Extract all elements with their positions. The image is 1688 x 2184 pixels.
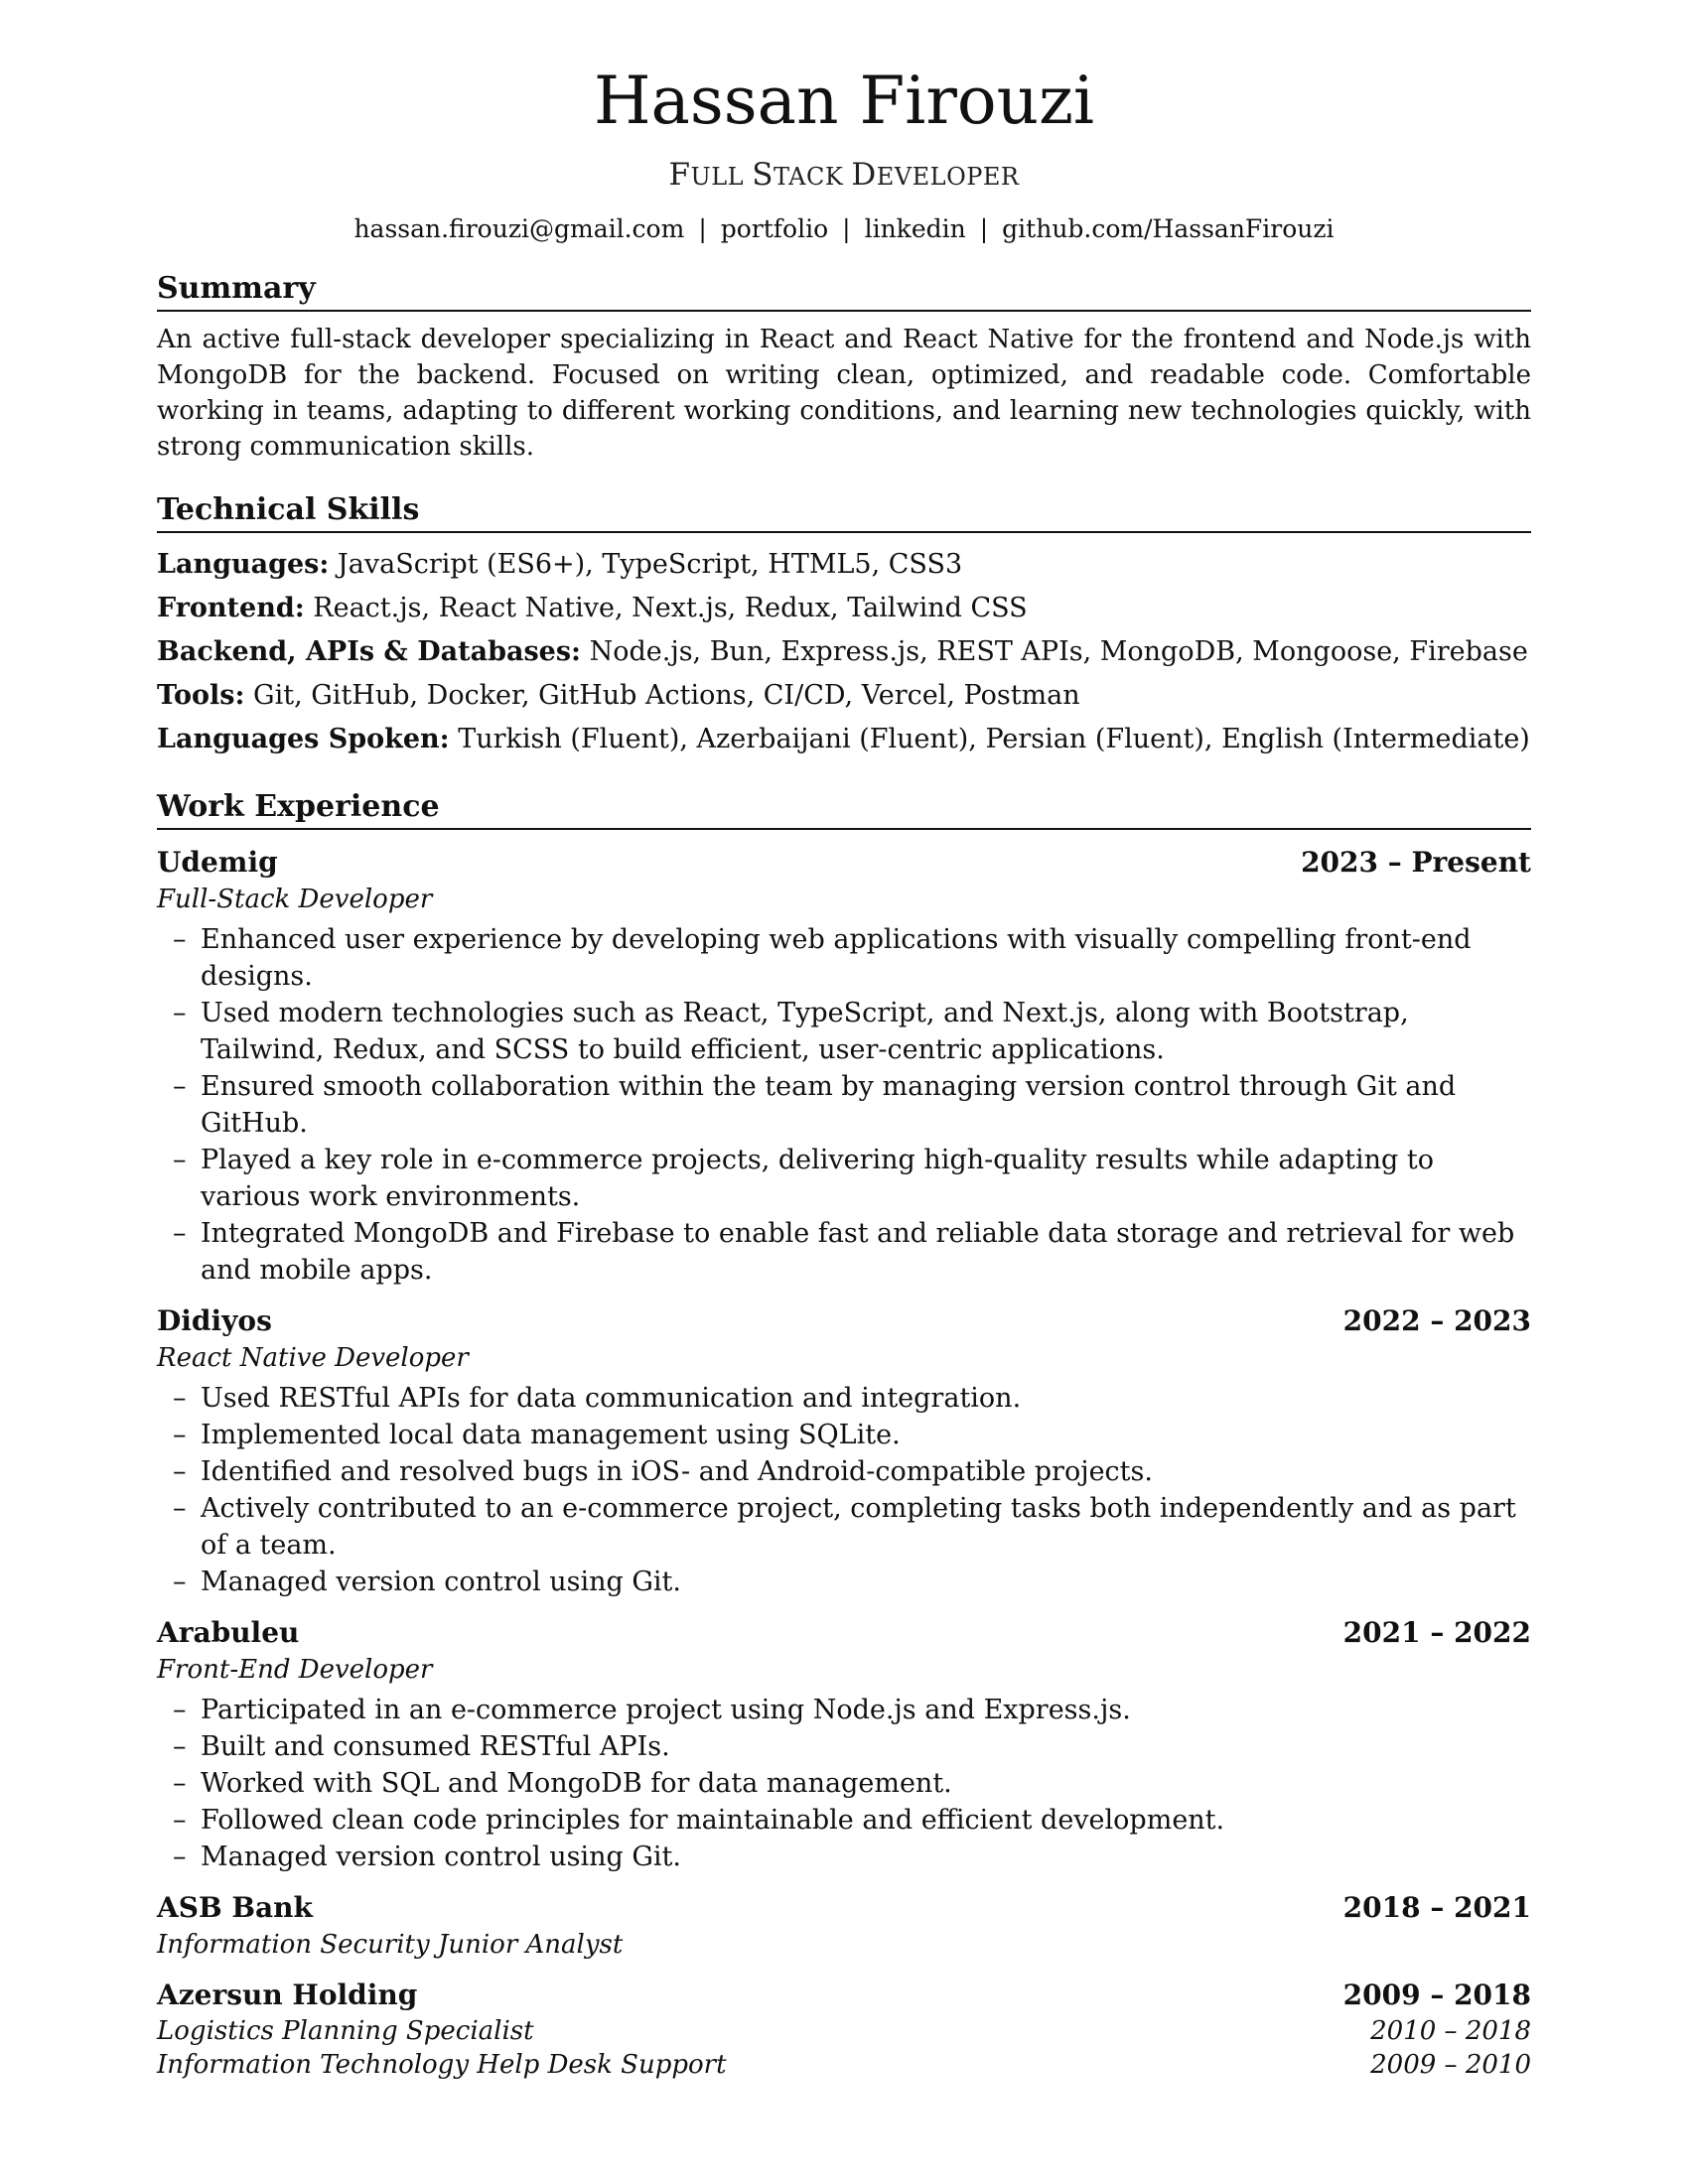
skill-row [157, 674, 1531, 718]
skill-label: Languages Spoken: [157, 724, 450, 754]
headline-rest-2: TACK [773, 163, 852, 191]
dash-icon: – [173, 1071, 187, 1102]
experience-section [157, 789, 1531, 2082]
summary-heading: Summary [157, 271, 1531, 312]
job-title: React Native Developer [157, 1343, 469, 1373]
job-entry [157, 1302, 1531, 1600]
resume-page [157, 60, 1531, 2082]
job-title: Information Security Junior Analyst [157, 1930, 624, 1960]
job-entry [157, 1889, 1531, 1963]
dash-icon: – [173, 1218, 187, 1249]
job-title: Front-End Developer [157, 1655, 433, 1685]
bullet-item [157, 1068, 1531, 1142]
dash-icon: – [173, 1420, 187, 1450]
bullet-item [157, 1142, 1531, 1215]
sub-role-row [157, 2014, 1531, 2048]
skills-heading: Technical Skills [157, 492, 1531, 533]
dash-icon: – [173, 1805, 187, 1836]
sub-role-title: Information Technology Help Desk Support [157, 2050, 727, 2080]
bullet-text: Ensured smooth collaboration within the team by managing version control through Git and GitHub. [201, 1071, 1457, 1139]
bullet-item [157, 1765, 1531, 1802]
sub-role-dates: 2010 – 2018 [1370, 2016, 1531, 2046]
bullet-text: Managed version control using Git. [201, 1567, 681, 1597]
summary-section [157, 271, 1531, 465]
job-entry [157, 1614, 1531, 1875]
bullet-item [157, 921, 1531, 995]
bullet-text: Participated in an e-commerce project using Node.js and Express.js. [201, 1695, 1131, 1725]
skill-row [157, 587, 1531, 630]
job-title: Full-Stack Developer [157, 885, 433, 914]
contact-separator: | [698, 214, 707, 243]
bullet-text: Implemented local data management using SQLite. [201, 1420, 901, 1450]
bullet-text: Actively contributed to an e-commerce project, completing tasks both independently and as part of a team. [201, 1493, 1516, 1561]
experience-heading: Work Experience [157, 789, 1531, 830]
bullet-item [157, 1728, 1531, 1765]
dash-icon: – [173, 1842, 187, 1872]
job-header [157, 844, 1531, 882]
job-dates: 2018 – 2021 [1342, 1891, 1531, 1924]
skill-label: Backend, APIs & Databases: [157, 636, 582, 667]
github-link[interactable]: github.com/HassanFirouzi [1002, 214, 1335, 243]
bullet-text: Built and consumed RESTful APIs. [201, 1731, 670, 1762]
job-dates: 2009 – 2018 [1342, 1979, 1531, 2011]
job-header [157, 1889, 1531, 1927]
skill-value: Turkish (Fluent), Azerbaijani (Fluent), Persian (Fluent), English (Intermediate) [449, 724, 1530, 754]
job-bullets [157, 1380, 1531, 1600]
bullet-text: Used modern technologies such as React, TypeScript, and Next.js, along with Bootstrap, Tailwind, Redux, and SCSS to build efficient, user-centric applications. [201, 998, 1409, 1065]
bullet-text: Worked with SQL and MongoDB for data management. [201, 1768, 952, 1799]
dash-icon: – [173, 1145, 187, 1175]
dash-icon: – [173, 1456, 187, 1487]
skills-section [157, 492, 1531, 761]
bullet-item [157, 1692, 1531, 1728]
linkedin-link[interactable]: linkedin [864, 214, 966, 243]
contact-line [157, 214, 1531, 243]
skill-label: Frontend: [157, 593, 305, 623]
dash-icon: – [173, 1695, 187, 1725]
skill-value: Git, GitHub, Docker, GitHub Actions, CI/CD, Vercel, Postman [244, 680, 1080, 711]
sub-role-dates: 2009 – 2010 [1370, 2050, 1531, 2080]
bullet-text: Integrated MongoDB and Firebase to enable fast and reliable data storage and retrieval for web and mobile apps. [201, 1218, 1515, 1286]
bullet-item [157, 1802, 1531, 1839]
sub-role-row [157, 2048, 1531, 2082]
skill-value: JavaScript (ES6+), TypeScript, HTML5, CSS3 [329, 549, 963, 580]
bullet-item [157, 1839, 1531, 1875]
dash-icon: – [173, 1567, 187, 1597]
dash-icon: – [173, 1731, 187, 1762]
bullet-text: Identified and resolved bugs in iOS- and Android-compatible projects. [201, 1456, 1153, 1487]
skill-value: React.js, React Native, Next.js, Redux, Tailwind CSS [304, 593, 1028, 623]
job-dates: 2021 – 2022 [1342, 1616, 1531, 1649]
job-entry [157, 1977, 1531, 2082]
headline-rest-1: ULL [690, 163, 753, 191]
candidate-name: Hassan Firouzi [593, 63, 1095, 139]
bullet-item [157, 1564, 1531, 1600]
dash-icon: – [173, 1383, 187, 1414]
job-header [157, 1614, 1531, 1652]
skill-row [157, 718, 1531, 761]
company-name: Udemig [157, 846, 278, 879]
headline-cap-2: S [752, 157, 774, 193]
skill-label: Tools: [157, 680, 245, 711]
bullet-text: Played a key role in e-commerce projects, delivering high-quality results while adapting to various work environments. [201, 1145, 1434, 1212]
job-dates: 2022 – 2023 [1342, 1304, 1531, 1337]
job-header [157, 1302, 1531, 1340]
job-bullets [157, 1692, 1531, 1875]
dash-icon: – [173, 1768, 187, 1799]
bullet-text: Enhanced user experience by developing web applications with visually compelling front-end designs. [201, 924, 1472, 992]
portfolio-link[interactable]: portfolio [720, 214, 829, 243]
headline-cap-3: D [851, 157, 877, 193]
dash-icon: – [173, 1493, 187, 1524]
headline-cap-1: F [668, 157, 691, 193]
headline-rest-3: EVELOPER [876, 163, 1020, 191]
dash-icon: – [173, 998, 187, 1028]
skill-label: Languages: [157, 549, 330, 580]
bullet-text: Managed version control using Git. [201, 1842, 681, 1872]
bullet-item [157, 995, 1531, 1068]
bullet-item [157, 1490, 1531, 1564]
sub-role-title: Logistics Planning Specialist [157, 2016, 534, 2046]
company-name: ASB Bank [157, 1891, 313, 1924]
contact-separator: | [842, 214, 851, 243]
dash-icon: – [173, 924, 187, 955]
job-entry [157, 844, 1531, 1289]
email-link[interactable]: hassan.firouzi@gmail.com [353, 214, 685, 243]
job-bullets [157, 921, 1531, 1289]
bullet-item [157, 1417, 1531, 1453]
skill-row [157, 630, 1531, 674]
company-name: Azersun Holding [157, 1979, 418, 2011]
bullet-item [157, 1453, 1531, 1490]
skill-value: Node.js, Bun, Express.js, REST APIs, MongoDB, Mongoose, Firebase [581, 636, 1528, 667]
job-header [157, 1977, 1531, 2014]
bullet-item [157, 1380, 1531, 1417]
skill-row [157, 543, 1531, 587]
bullet-item [157, 1215, 1531, 1289]
bullet-text: Used RESTful APIs for data communication and integration. [201, 1383, 1022, 1414]
company-name: Arabuleu [157, 1616, 300, 1649]
company-name: Didiyos [157, 1304, 272, 1337]
summary-text: An active full-stack developer specializing in React and React Native for the frontend and Node.js with MongoDB for the backend. Focused on writing clean, optimized, and readable code. Comfortable working in teams, adapting to different working conditions, and learning new technologies quickly, with strong communication skills. [157, 325, 1531, 462]
contact-separator: | [979, 214, 989, 243]
job-headline [157, 157, 1531, 193]
bullet-text: Followed clean code principles for maintainable and efficient development. [201, 1805, 1225, 1836]
job-dates: 2023 – Present [1301, 846, 1531, 879]
